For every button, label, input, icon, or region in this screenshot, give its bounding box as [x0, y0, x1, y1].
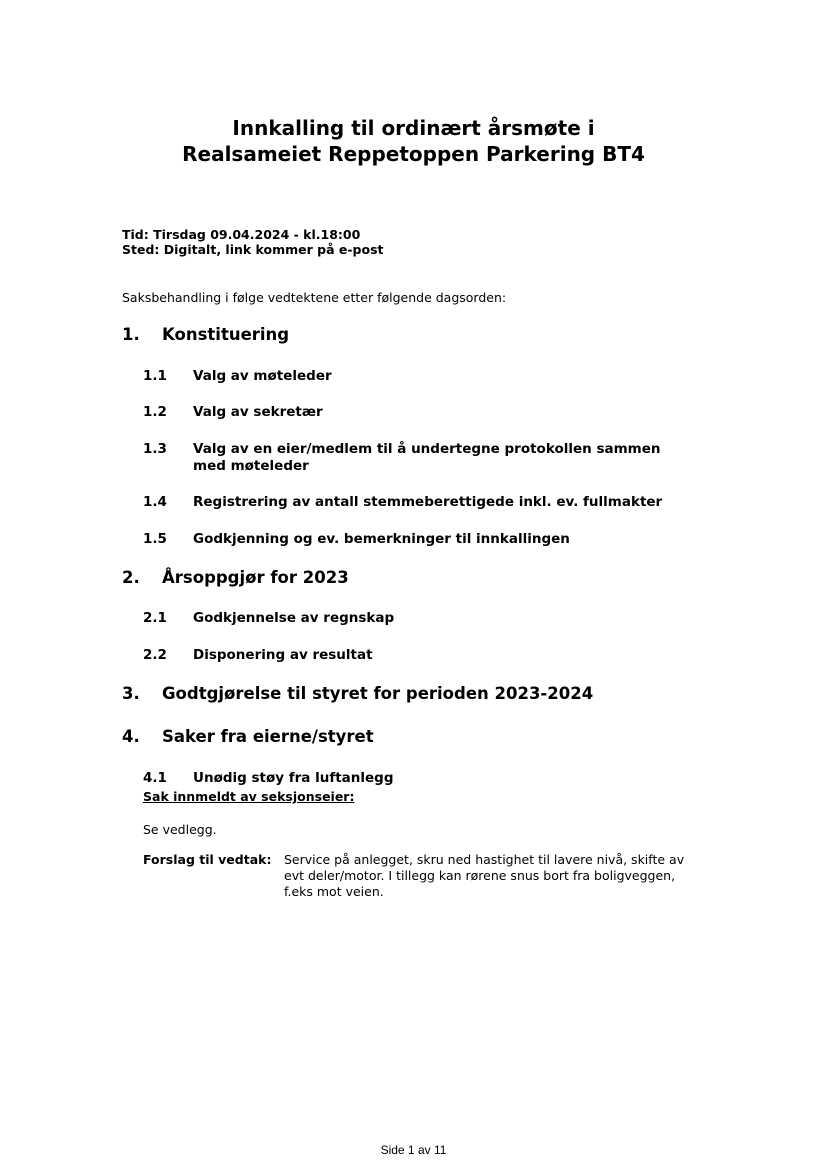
meeting-place: Sted: Digitalt, link kommer på e-post [122, 242, 384, 257]
item-number: 2.2 [143, 647, 167, 663]
agenda-item-1-2 [143, 404, 743, 421]
item-number: 1.4 [143, 494, 167, 510]
item-number: 1.3 [143, 441, 167, 457]
meeting-time: Tid: Tirsdag 09.04.2024 - kl.18:00 [122, 227, 361, 242]
section-number: 1. [122, 325, 140, 344]
item-text: Valg av møteleder [193, 368, 332, 384]
section-title: Saker fra eierne/styret [162, 727, 374, 746]
item-number: 1.1 [143, 368, 167, 384]
document-title-line-1: Innkalling til ordinært årsmøte i [232, 116, 595, 140]
proposal-text: Service på anlegget, skru ned hastighet til lavere nivå, skifte av evt deler/motor. I tillegg kan rørene snus bort fra boligveggen, f.eks mot veien. [284, 852, 685, 899]
section-heading-3 [122, 684, 722, 704]
agenda-item-1-5 [143, 531, 743, 548]
page-number: Side 1 av 11 [380, 1143, 447, 1157]
section-number: 4. [122, 727, 140, 746]
agenda-intro: Saksbehandling i følge vedtektene etter følgende dagsorden: [122, 290, 507, 305]
item-text: Valg av sekretær [193, 404, 323, 420]
item-number: 1.5 [143, 531, 167, 547]
agenda-item-1-3 [143, 441, 743, 475]
agenda-item-1-4 [143, 494, 743, 511]
item-text: Godkjenning og ev. bemerkninger til innkallingen [193, 531, 570, 547]
item-text: Disponering av resultat [193, 647, 373, 663]
section-heading-2 [122, 568, 722, 588]
section-title: Konstituering [162, 325, 290, 344]
document-title-line-2: Realsameiet Reppetoppen Parkering BT4 [182, 142, 645, 166]
agenda-item-1-1 [143, 368, 743, 385]
section-title: Godtgjørelse til styret for perioden 2023-2024 [162, 684, 594, 703]
item-text: Registrering av antall stemmeberettigede inkl. ev. fullmakter [193, 494, 663, 510]
item-number: 4.1 [143, 770, 167, 786]
agenda-item-4-1 [143, 770, 743, 787]
case-header: Sak innmeldt av seksjonseier: [143, 789, 355, 804]
agenda-item-2-1 [143, 610, 743, 627]
section-heading-4 [122, 727, 722, 747]
item-number: 1.2 [143, 404, 167, 420]
proposal-label: Forslag til vedtak: [143, 852, 272, 867]
item-text: Unødig støy fra luftanlegg [193, 770, 394, 786]
section-number: 3. [122, 684, 140, 703]
agenda-item-2-2 [143, 647, 743, 664]
section-number: 2. [122, 568, 140, 587]
attachment-note: Se vedlegg. [143, 822, 217, 837]
section-title: Årsoppgjør for 2023 [162, 568, 349, 587]
item-text-continued: med møteleder [193, 458, 309, 474]
item-number: 2.1 [143, 610, 167, 626]
item-text: Godkjennelse av regnskap [193, 610, 395, 626]
item-text: Valg av en eier/medlem til å undertegne protokollen sammen [193, 441, 661, 457]
section-heading-1 [122, 325, 722, 345]
